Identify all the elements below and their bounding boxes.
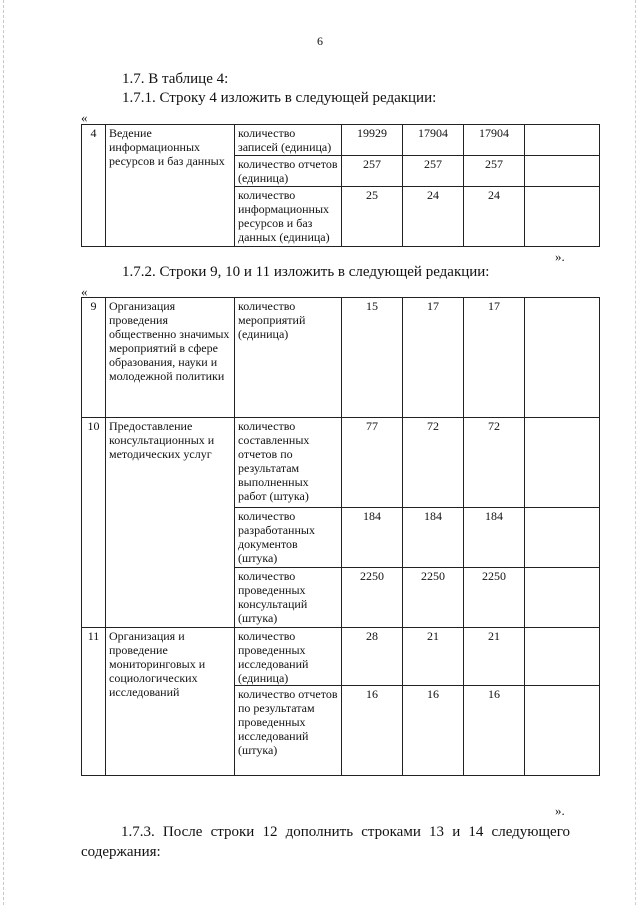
- value-year-3: 17: [464, 298, 525, 418]
- open-quote-1: «: [81, 110, 88, 125]
- table-row: [82, 418, 600, 508]
- value-extra: [525, 686, 600, 776]
- close-quote-1: ».: [555, 249, 565, 264]
- value-year-3: 257: [464, 156, 525, 187]
- indicator-label: количество разработанных документов (штука): [235, 508, 342, 568]
- section-heading-1-7: 1.7. В таблице 4:: [122, 71, 229, 87]
- value-year-2: 21: [403, 628, 464, 686]
- value-year-2: 17: [403, 298, 464, 418]
- value-year-3: 16: [464, 686, 525, 776]
- indicator-label: количество отчетов по результатам проведенных исследований (штука): [235, 686, 342, 776]
- value-extra: [525, 298, 600, 418]
- value-year-1: 2250: [342, 568, 403, 628]
- value-extra: [525, 508, 600, 568]
- value-year-1: 15: [342, 298, 403, 418]
- value-year-3: 17904: [464, 125, 525, 156]
- value-year-2: 184: [403, 508, 464, 568]
- value-extra: [525, 418, 600, 508]
- value-year-2: 2250: [403, 568, 464, 628]
- value-year-2: 24: [403, 187, 464, 247]
- value-year-1: 77: [342, 418, 403, 508]
- indicator-label: количество составленных отчетов по результатам выполненных работ (штука): [235, 418, 342, 508]
- scan-edge-right: [635, 0, 636, 905]
- value-year-1: 16: [342, 686, 403, 776]
- value-year-3: 72: [464, 418, 525, 508]
- row-number: 11: [82, 628, 106, 776]
- value-extra: [525, 568, 600, 628]
- value-year-1: 257: [342, 156, 403, 187]
- indicator-label: количество отчетов (единица): [235, 156, 342, 187]
- value-year-1: 19929: [342, 125, 403, 156]
- value-year-3: 21: [464, 628, 525, 686]
- value-year-2: 257: [403, 156, 464, 187]
- section-paragraph-1-7-3: 1.7.3. После строки 12 дополнить строками 13 и 14 следующего содержания:: [81, 824, 570, 860]
- value-year-1: 25: [342, 187, 403, 247]
- row-number: 4: [82, 125, 106, 247]
- row-number: 9: [82, 298, 106, 418]
- value-year-3: 184: [464, 508, 525, 568]
- table-row: [82, 125, 600, 156]
- indicator-label: количество записей (единица): [235, 125, 342, 156]
- page-number: 6: [317, 34, 323, 48]
- table-row-4-block: [81, 124, 600, 247]
- service-name: Организация проведения общественно значимых мероприятий в сфере образования, науки и молодежной политики: [106, 298, 235, 418]
- value-year-3: 2250: [464, 568, 525, 628]
- service-name: Предоставление консультационных и методических услуг: [106, 418, 235, 628]
- value-extra: [525, 156, 600, 187]
- indicator-label: количество проведенных исследований (единица): [235, 628, 342, 686]
- value-extra: [525, 187, 600, 247]
- value-extra: [525, 125, 600, 156]
- scan-edge-left: [3, 0, 4, 905]
- value-year-1: 28: [342, 628, 403, 686]
- value-year-2: 17904: [403, 125, 464, 156]
- table-rows-9-11-block: [81, 297, 600, 776]
- value-year-2: 16: [403, 686, 464, 776]
- section-heading-1-7-2: 1.7.2. Строки 9, 10 и 11 изложить в следующей редакции:: [122, 264, 490, 280]
- close-quote-2: ».: [555, 803, 565, 818]
- open-quote-2: «: [81, 284, 88, 299]
- service-name: Ведение информационных ресурсов и баз данных: [106, 125, 235, 247]
- table-row: [82, 298, 600, 418]
- value-year-1: 184: [342, 508, 403, 568]
- indicator-label: количество проведенных консультаций (штука): [235, 568, 342, 628]
- indicator-label: количество мероприятий (единица): [235, 298, 342, 418]
- section-heading-1-7-1: 1.7.1. Строку 4 изложить в следующей редакции:: [122, 90, 437, 106]
- row-number: 10: [82, 418, 106, 628]
- value-year-3: 24: [464, 187, 525, 247]
- service-name: Организация и проведение мониторинговых и социологических исследований: [106, 628, 235, 776]
- value-year-2: 72: [403, 418, 464, 508]
- value-extra: [525, 628, 600, 686]
- indicator-label: количество информационных ресурсов и баз данных (единица): [235, 187, 342, 247]
- table-row: [82, 628, 600, 686]
